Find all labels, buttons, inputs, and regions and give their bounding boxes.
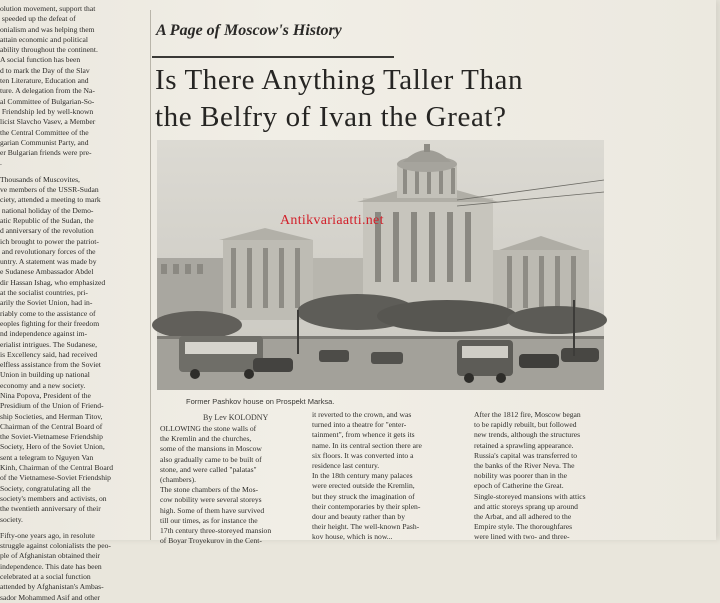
text-line: stone, and were called "palatas": [160, 464, 257, 474]
text-line: garian Communist Party, and: [0, 137, 89, 147]
text-line: also gradually came to be built of: [160, 454, 262, 464]
text-line: eoples fighting for their freedom: [0, 318, 100, 328]
text-line: Russia's capital was transferred to: [474, 450, 578, 460]
text-line: Friendship led by well-known: [0, 106, 94, 116]
text-line: kov house, which is now...: [312, 532, 393, 542]
text-line: new trends, although the structures: [474, 430, 581, 440]
text-line: Single-storeyed mansions with attics: [474, 491, 586, 501]
text-line: In the 18th century many palaces: [312, 471, 413, 481]
text-line: Society, congratulating all the: [0, 483, 91, 493]
text-line: till our times, as for instance the: [160, 515, 258, 525]
text-line: ture. A delegation from the Na-: [0, 86, 95, 96]
text-line: turned into a theatre for "enter-: [312, 420, 407, 430]
text-line: some of the mansions in Moscow: [160, 444, 262, 454]
text-line: at the socialist countries, pri-: [0, 288, 88, 298]
text-line: the Kremlin and the churches,: [160, 434, 252, 444]
text-line: sent a telegram to Nguyen Van: [0, 452, 94, 462]
text-line: After the 1812 fire, Moscow began: [474, 410, 581, 419]
text-line: .: [0, 158, 2, 168]
text-line: ship Societies, and Herman Titov,: [0, 411, 103, 421]
text-line: atic Republic of the Sudan, the: [0, 215, 94, 225]
text-line: licist Slavcho Vasev, a Member: [0, 117, 96, 127]
text-line: epoch of Catherine the Great.: [474, 481, 564, 491]
text-line: olution movement, support that: [0, 4, 96, 13]
text-line: society's members and activists, on: [0, 493, 107, 503]
text-line: ciety, attended a meeting to mark: [0, 195, 101, 205]
text-line: (chambers).: [160, 475, 197, 485]
left-news-column: [0, 4, 146, 602]
text-line: 17th century three-storeyed mansion: [160, 526, 272, 536]
text-line: name. In its central section there are: [312, 440, 422, 450]
text-line: A social function has been: [0, 55, 81, 65]
headline-line-2: the Belfry of Ivan the Great?: [155, 101, 507, 133]
text-line: the twentieth anniversary of their: [0, 504, 101, 514]
text-line: struggle against colonialists the peo-: [0, 541, 111, 551]
text-line: the Soviet-Vietnamese Friendship: [0, 432, 103, 442]
text-line: celebrated at a social function: [0, 572, 91, 582]
body-column-2: [312, 410, 462, 540]
text-line: to be rapidly rebuilt, but followed: [474, 420, 577, 430]
text-line: Society, Hero of the Soviet Union,: [0, 442, 105, 452]
text-line: Presidium of the Union of Friend-: [0, 401, 104, 411]
text-line: erialist intrigues. The Sudanese,: [0, 339, 98, 349]
article-photo: [157, 140, 604, 390]
text-line: economy and a new society.: [0, 380, 86, 390]
text-line: ich brought to power the patriot-: [0, 236, 99, 246]
text-line: Empire style. The thoroughfares: [474, 522, 573, 532]
text-line: sador Mohammed Asif and other: [0, 592, 100, 602]
text-line: the Arbat, and all adhered to the: [474, 512, 572, 522]
headline: [155, 62, 595, 136]
text-line: the Central Committee of the: [0, 127, 89, 137]
text-line: Fifty-one years ago, in resolute: [0, 530, 95, 540]
text-line: elfless assistance from the Soviet: [0, 360, 101, 370]
text-line: were lined with two- and three-: [474, 532, 570, 542]
text-line: ten Literature, Education and: [0, 76, 89, 86]
text-line: high. Some of them have survived: [160, 505, 265, 515]
text-line: arily the Soviet Union, had in-: [0, 298, 93, 308]
text-line: attain economic and political: [0, 34, 88, 44]
text-line: al Committee of Bulgarian-So-: [0, 96, 95, 106]
text-line: d to mark the Day of the Slav: [0, 65, 90, 75]
text-line: were erected outside the Kremlin,: [312, 481, 415, 491]
text-line: residence last century.: [312, 461, 380, 471]
text-line: riably come to the assistance of: [0, 308, 96, 318]
text-line: independence. This date has been: [0, 561, 102, 571]
body-column-1: [160, 424, 314, 546]
text-line: e Sudanese Ambassador Abdel: [0, 267, 94, 277]
text-line: d anniversary of the revolution: [0, 226, 94, 236]
text-line: onialism and was helping them: [0, 24, 95, 34]
text-line: dir Hassan Ishag, who emphasized: [0, 277, 106, 287]
text-line: the banks of the River Neva. The: [474, 461, 575, 471]
text-line: national holiday of the Demo-: [0, 205, 94, 215]
text-line: nobility was poorer than in the: [474, 471, 568, 481]
text-line: tainment", from whence it gets its: [312, 430, 415, 440]
text-line: society.: [0, 514, 23, 524]
text-line: retained a sprawling appearance.: [474, 440, 574, 450]
text-line: ve members of the USSR-Sudan: [0, 185, 99, 195]
text-line: but they struck the imagination of: [312, 491, 415, 501]
text-line: er Bulgarian friends were pre-: [0, 148, 92, 158]
column-divider: [150, 10, 151, 540]
kicker-rule: [152, 56, 394, 58]
photo-caption: Former Pashkov house on Prospekt Marksa.: [186, 397, 335, 406]
text-line: OLLOWING the stone walls of: [160, 424, 257, 433]
body-column-3: [474, 410, 622, 540]
text-line: ple of Afghanistan obtained their: [0, 551, 100, 561]
pashkov-house-illustration: [157, 140, 604, 390]
text-line: Thousands of Muscovites,: [0, 174, 80, 184]
text-line: Union in building up national: [0, 370, 90, 380]
text-line: untry. A statement was made by: [0, 257, 97, 267]
text-line: The stone chambers of the Mos-: [160, 485, 259, 495]
text-line: their height. The well-known Pash-: [312, 522, 420, 532]
text-line: ability throughout the continent.: [0, 45, 98, 55]
text-line: six floors. It was converted into a: [312, 450, 414, 460]
headline-line-1: Is There Anything Taller Than: [155, 64, 524, 96]
text-line: of the Vietnamese-Soviet Friendship: [0, 473, 111, 483]
text-line: dour and beauty rather than by: [312, 512, 405, 522]
text-line: of Boyar Troyekurov in the Cent-: [160, 536, 262, 546]
watermark: Antikvariaatti.net: [280, 213, 384, 228]
text-line: attended by Afghanistan's Ambas-: [0, 582, 104, 592]
text-line: cow nobility were several storeys: [160, 495, 262, 505]
byline: By Lev KOLODNY: [203, 413, 269, 422]
text-line: Chairman of the Central Board of: [0, 421, 103, 431]
text-line: Nina Popova, President of the: [0, 390, 91, 400]
text-line: is Excellency said, had received: [0, 349, 98, 359]
text-line: it reverted to the crown, and was: [312, 410, 412, 419]
text-line: nd independence against im-: [0, 329, 88, 339]
text-line: Kinh, Chairman of the Central Board: [0, 463, 114, 473]
text-line: and attic storeys sprang up around: [474, 501, 578, 511]
text-line: their contemporaries by their splen-: [312, 501, 421, 511]
text-line: speeded up the defeat of: [0, 14, 76, 24]
section-kicker: A Page of Moscow's History: [156, 22, 342, 39]
text-line: and revolutionary forces of the: [0, 246, 96, 256]
